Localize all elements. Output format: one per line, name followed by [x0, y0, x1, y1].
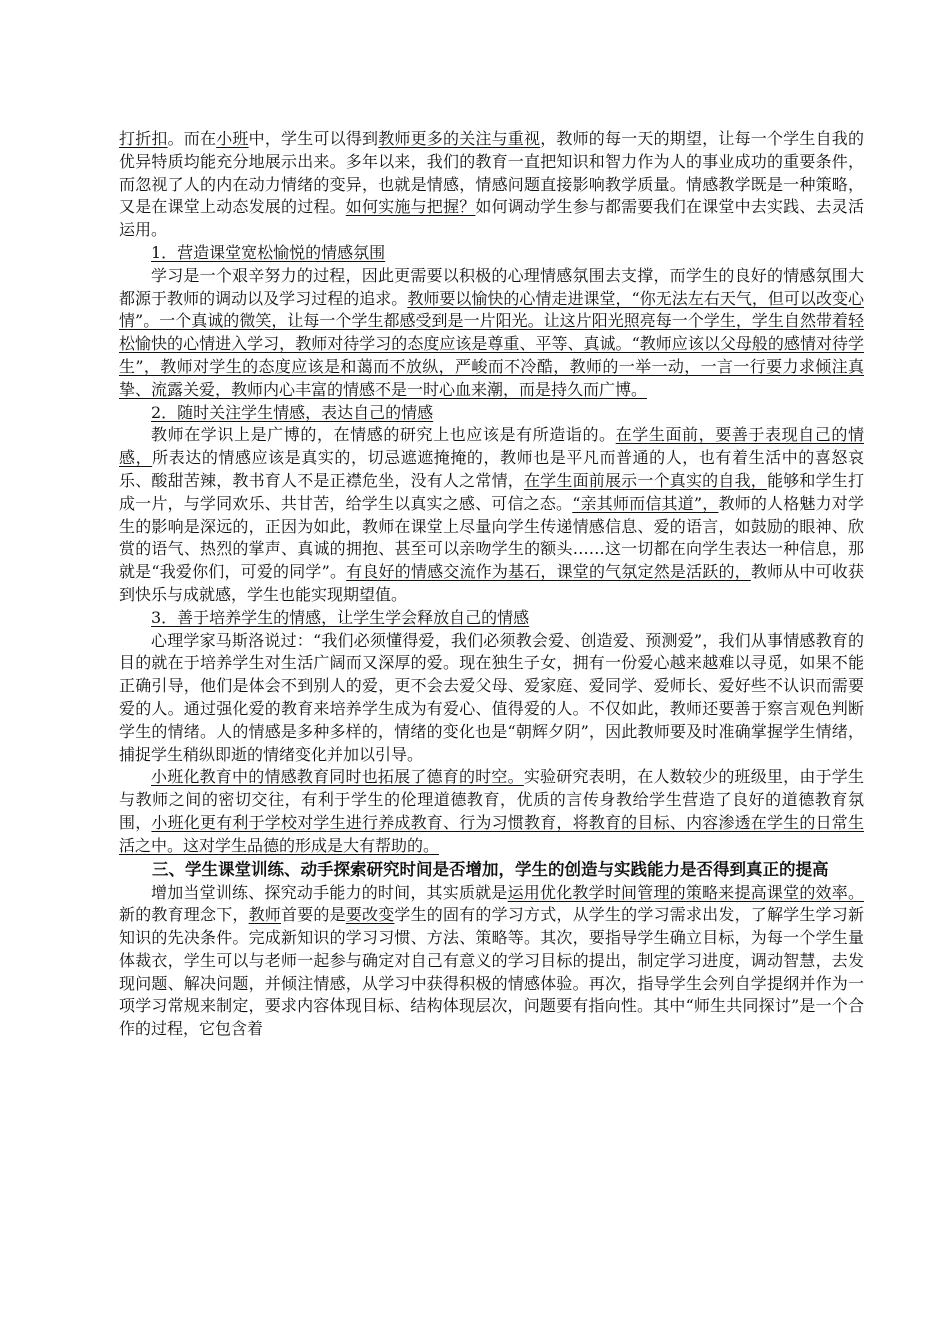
- paragraph-6: [119, 882, 864, 1042]
- text-underlined: 如何实施与把握？: [345, 197, 476, 217]
- text: 首要的是: [281, 905, 346, 925]
- subheading-text: 2．随时关注学生情感，表达自己的情感: [151, 402, 434, 422]
- subheading-3: [119, 607, 864, 630]
- subheading-1: [119, 242, 864, 265]
- text: ，教师的每一天的期望，让每一个学生自我的优异特质均能充分地展示出来。多年以来，我们的教育一直把知识和智力作为人的事业成功的重要条件，而忽视了人的内在动力情绪的变异，也就是情感，情感问题直接影响教学质量。情感教学既是一种策略，又是在课堂上动态发展的过程。: [119, 129, 864, 217]
- text-underlined: 小班: [216, 129, 249, 148]
- text: 新的教育理念下，: [119, 905, 249, 925]
- section-heading-3: 三、学生课堂训练、动手探索研究时间是否增加，学生的创造与实践能力是否得到真正的提高: [152, 859, 829, 879]
- paragraph-4: 心理学家马斯洛说过：“我们必须懂得爱，我们必须教会爱、创造爱、预测爱”，我们从事情感教育的目的就在于培养学生对生活广阔而又深厚的爱。现在独生子女，拥有一份爱心越来越难以寻觅，如果不能正确引导，他们是体会不到别人的爱，更不会去爱父母、爱家庭、爱同学、爱师长、爱好些不认识而需要爱的人。通过强化爱的教育来培养学生成为有爱心、值得爱的人。不仅如此，教师还要善于察言观色判断学生的情绪。人的情感是多种多样的，情绪的变化也是“朝辉夕阴”，因此教师要及时准确掌握学生情绪，捕捉学生稍纵即逝的情绪变化并加以引导。: [119, 630, 864, 764]
- text: 增加当堂训练、探究动手能力的时间，其实质就是: [151, 882, 508, 902]
- text-underlined: 教师: [248, 905, 281, 925]
- paragraph-5: [119, 766, 864, 857]
- text-underlined: 要改变: [345, 905, 395, 925]
- subheading-2: [119, 402, 864, 425]
- text-underlined: 在学生面前展示一个真实的自我，: [523, 470, 767, 490]
- text: 中，学生可以得到: [248, 129, 379, 148]
- text: 能够和学生打成一片，与学同欢乐、共甘苦，给学生以真实之感、可信之态。: [119, 470, 864, 513]
- document-page: [119, 128, 864, 1041]
- subheading-text: 1．营造课堂宽松愉悦的情感氛围: [151, 242, 386, 262]
- text-underlined: 小班化更有利于学校对学生进行养成教育、行为习惯教育，将教育的目标、内容渗透在学生的日常生活之中。这对学生品德的形成是大有帮助的。: [119, 812, 864, 855]
- text: 学生的固有的学习方式，从学生的学习需求出发，了解学生学习新知识的先决条件。完成新知识的学习习惯、方法、策略等。其次，要指导学生确立目标，为每一个学生量体裁衣，学生可以与老师一起参与确定对自己有意义的学习目标的提出，制定学习进度，调动智慧，去发现问题、解决问题，并倾注情感，从学习中获得积极的情感体验。再次，指导学生会列自学提纲并作为一项学习常规来制定，要求内容体现目标、结构体现层次，问题要有指向性。其中“师生共同探讨”是一个合作的过程，它包含着: [119, 905, 864, 1039]
- text: 教师在学识上是广博的，在情感的研究上也应该是有所造诣的。: [151, 425, 616, 445]
- text: 实验研究表明，在人数较少的班级里，由于学生与教师之间的密切交往，有利于学生的伦理道德教育，优质的言传身教给学生营造了良好的道德教育氛围，: [119, 767, 864, 832]
- text-underlined: 打折扣: [119, 129, 168, 148]
- paragraph-1: [119, 128, 864, 242]
- text-underlined: 教师要以愉快的心情走进课堂，“你无法左右天气，但可以改变心情”。一个真诚的微笑，让每一个学生都感受到是一片阳光。让这片阳光照亮每一个学生，学生自然带着轻松愉快的心情进入学习，教师对待学习的态度应该是尊重、平等、真诚。“教师应该以父母般的感情对待学生”，教师对学生的态度应该是和蔼而不放纵，严峻而不冷酷，教师的一举一动，一言一行要力求倾注真挚、流露关爱，教师内心丰富的情感不是一时心血来潮，而是持久而广博。: [119, 288, 864, 399]
- text-underlined: “亲其师而信其道”，: [572, 493, 719, 513]
- subheading-text: 3．善于培养学生的情感，让学生学会释放自己的情感: [151, 607, 530, 627]
- text-underlined: 运用优化教学时间管理的策略来提高课堂的效率。: [507, 882, 864, 902]
- text: 如何调动学生参与都需要我们在课堂中去实践、去灵活运用。: [119, 197, 864, 240]
- text-underlined: 在学生面前，要善于表现自己的情感，: [119, 425, 864, 468]
- paragraph-2: [119, 265, 864, 402]
- text: 。而在: [167, 129, 217, 148]
- text-underlined: 有良好的情感交流作为基石，课堂的气氛定然是活跃的，: [346, 562, 751, 582]
- paragraph-3: [119, 424, 864, 606]
- text-underlined: 小班化教育中的情感教育同时也拓展了德育的时空。: [151, 767, 524, 787]
- text: 教师从中可收获到快乐与成就感，学生也能实现期望值。: [119, 562, 864, 604]
- text-underlined: 教师更多的关注与重视: [378, 129, 541, 148]
- text: 所表达的情感应该是真实的，切忌遮遮掩掩的，教师也是平凡而普通的人，也有着生活中的喜怒哀乐、酸甜苦辣，教书育人不是正襟危坐，没有人之常情，: [119, 448, 864, 490]
- text: 教师的人格魅力对学生的影响是深远的，正因为如此，教师在课堂上尽量向学生传递情感信息、爱的语言，如鼓励的眼神、欣赏的语气、热烈的掌声、真诚的拥抱、甚至可以亲吻学生的额头……这一切都在向学生表达一种信息，那就是“我爱你们，可爱的同学”。: [119, 493, 864, 582]
- text: 学习是一个艰辛努力的过程，因此更需要以积极的心理情感氛围去支撑，而学生的良好的情感氛围大都源于教师的调动以及学习过程的追求。: [119, 265, 864, 308]
